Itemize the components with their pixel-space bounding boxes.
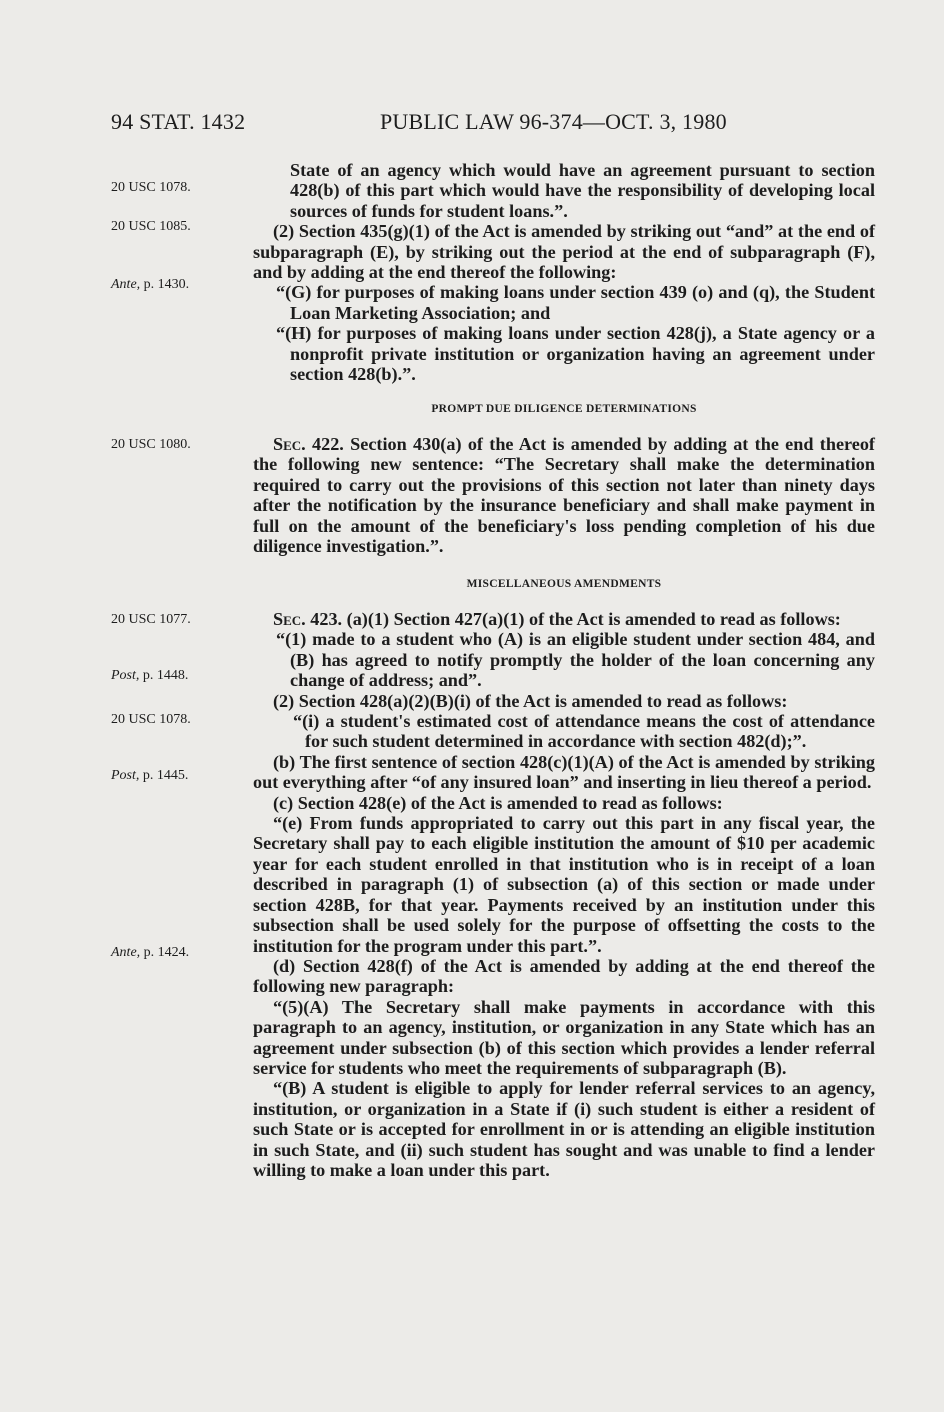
margin-note-usc: 20 USC 1080. [111, 437, 191, 452]
margin-note-cross-ref [111, 768, 188, 784]
paragraph: “(B) A student is eligible to apply for lender referral services to an agency, institution, or organization in a State if (i) such student is either a resident of such State or is accepted for enrollment in or is attending an eligible institution in such State, and (ii) such student has sought and was unable to find a lender willing to make a loan under this part. [253, 1078, 875, 1180]
section-text: (a)(1) Section 427(a)(1) of the Act is amended to read as follows: [346, 609, 841, 629]
paragraph: (c) Section 428(e) of the Act is amended to read as follows: [273, 792, 723, 813]
margin-note-page: p. 1430. [143, 277, 190, 292]
paragraph: “(e) From funds appropriated to carry out this part in any fiscal year, the Secretary shall pay to each eligible institution the amount of $10 per academic year for each student enrolled in that institution who is in receipt of a loan described in paragraph (1) of subsection (a) of this section or made under section 428B, for that year. Payments received by an institution under this subsection shall be used solely for the purpose of offsetting the costs to the institution for the program under this part.”. [253, 813, 875, 956]
margin-note-ref: Post, [111, 768, 140, 783]
section-heading: PROMPT DUE DILIGENCE DETERMINATIONS [431, 403, 697, 415]
paragraph: (2) Section 428(a)(2)(B)(i) of the Act is amended to read as follows: [273, 690, 788, 711]
section-label: Sec. 423. [273, 609, 343, 629]
paragraph: “(G) for purposes of making loans under section 439 (o) and (q), the Student Loan Marketing Association; and [276, 282, 875, 323]
paragraph: (b) The first sentence of section 428(c)(1)(A) of the Act is amended by striking out everything after “of any insured loan” and inserting in lieu thereof a period. [253, 751, 875, 793]
paragraph: “(i) a student's estimated cost of attendance means the cost of attendance for such student determined in accordance with section 482(d);”. [293, 711, 875, 752]
margin-note-usc: 20 USC 1085. [111, 219, 191, 234]
margin-note-usc: 20 USC 1078. [111, 180, 191, 195]
margin-note-cross-ref [111, 277, 189, 293]
paragraph: “(1) made to a student who (A) is an eligible student under section 484, and (B) has agreed to notify promptly the holder of the loan concerning any change of address; and”. [276, 629, 875, 691]
section-text: Section 430(a) of the Act is amended by adding at the end thereof the following new sentence: “The Secretary shall make the determination required to carry out the provisions of this section not later than ninety days after the notification by the insurance beneficiary and shall make payment in full on the amount of the beneficiary's loss pending completion of his due diligence investigation.”. [253, 434, 875, 557]
paragraph: State of an agency which would have an agreement pursuant to section 428(b) of this part which would have the responsibility of developing local sources of funds for student loans.”. [290, 160, 875, 221]
text-block-section-421-end [253, 160, 875, 384]
section-label: Sec. 422. [273, 434, 344, 454]
margin-note-usc: 20 USC 1077. [111, 612, 191, 627]
margin-note-ref: Ante, [111, 945, 141, 960]
margin-note-page: p. 1448. [142, 668, 189, 683]
paragraph: “(H) for purposes of making loans under section 428(j), a State agency or a nonprofit private institution or organization having an agreement under section 428(b).”. [276, 323, 875, 385]
margin-note-ref: Post, [111, 668, 140, 683]
paragraph [253, 609, 875, 629]
margin-note-page: p. 1445. [142, 768, 189, 783]
margin-note-usc: 20 USC 1078. [111, 712, 191, 727]
paragraph: “(5)(A) The Secretary shall make payments in accordance with this paragraph to an agency, institution, or organization in any State which has an agreement under subsection (b) of this section which provides a lender referral service for students who meet the requirements of subparagraph (B). [253, 996, 875, 1078]
public-law-header: PUBLIC LAW 96-374—OCT. 3, 1980 [380, 109, 727, 134]
paragraph: (d) Section 428(f) of the Act is amended by adding at the end thereof the following new paragraph: [253, 955, 875, 997]
text-block-section-422 [253, 434, 875, 556]
margin-note-page: p. 1424. [143, 945, 190, 960]
margin-note-cross-ref [111, 668, 188, 684]
text-block-section-423 [253, 609, 875, 1180]
section-heading: MISCELLANEOUS AMENDMENTS [466, 578, 662, 590]
margin-note-ref: Ante, [111, 277, 141, 292]
margin-note-cross-ref [111, 945, 189, 961]
page-number-header: 94 STAT. 1432 [111, 109, 246, 134]
paragraph [253, 434, 875, 556]
paragraph: (2) Section 435(g)(1) of the Act is amended by striking out “and” at the end of subparagraph (E), by striking out the period at the end of subparagraph (F), and by adding at the end thereof the following: [253, 221, 875, 283]
